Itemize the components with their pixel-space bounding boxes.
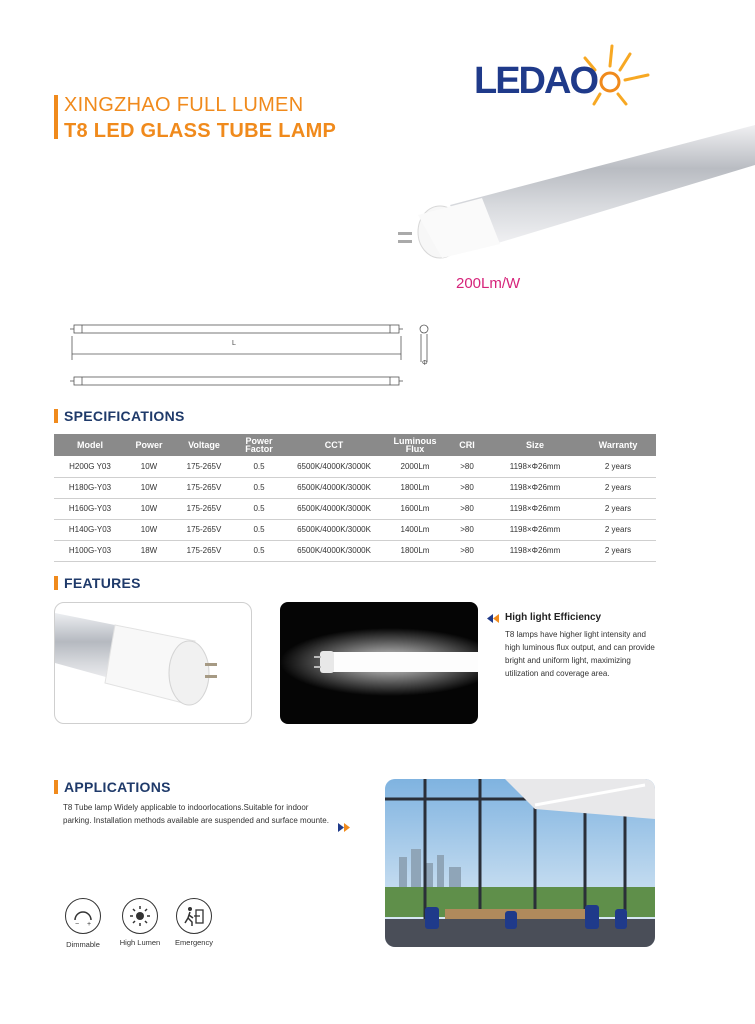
table-row: [54, 519, 656, 540]
cell-warranty: 2 years: [580, 498, 656, 519]
cell-voltage: 175-265V: [172, 540, 236, 561]
cell-model: H140G-Y03: [54, 519, 126, 540]
features-accent-bar: [54, 576, 58, 590]
cell-cct: 6500K/4000K/3000K: [282, 456, 386, 477]
cell-luminous-flux: 2000Lm: [386, 456, 444, 477]
cell-power-factor: 0.5: [236, 456, 282, 477]
spec-accent-bar: [54, 409, 58, 423]
cell-voltage: 175-265V: [172, 498, 236, 519]
cell-size: 1198×Φ26mm: [490, 519, 580, 540]
length-label: L: [232, 340, 236, 347]
cell-luminous-flux: 1400Lm: [386, 519, 444, 540]
dimension-diagram: [68, 320, 438, 390]
cell-cri: >80: [444, 498, 490, 519]
arrow-right-icon: [338, 823, 350, 832]
high-lumen-label: High Lumen: [119, 938, 161, 947]
cell-power: 18W: [126, 540, 172, 561]
cell-cri: >80: [444, 519, 490, 540]
spec-table: [54, 434, 656, 562]
cell-size: 1198×Φ26mm: [490, 540, 580, 561]
cell-power: 10W: [126, 477, 172, 498]
table-row: [54, 456, 656, 477]
cell-power-factor: 0.5: [236, 519, 282, 540]
svg-text:−: −: [75, 921, 80, 927]
cell-size: 1198×Φ26mm: [490, 456, 580, 477]
efficiency-rating: 200Lm/W: [456, 275, 521, 292]
col-luminous-flux: Luminous Flux: [386, 434, 444, 456]
col-cri: CRI: [444, 434, 490, 456]
cell-cct: 6500K/4000K/3000K: [282, 519, 386, 540]
hero-tube-image: [390, 120, 755, 270]
cell-power: 10W: [126, 519, 172, 540]
feature-tube-end-image: [54, 602, 252, 724]
cell-voltage: 175-265V: [172, 477, 236, 498]
cell-power-factor: 0.5: [236, 477, 282, 498]
cell-warranty: 2 years: [580, 519, 656, 540]
applications-heading: APPLICATIONS: [64, 779, 171, 795]
diameter-label: Φ: [422, 360, 428, 367]
cell-model: H200G Y03: [54, 456, 126, 477]
brand-logo: [470, 42, 660, 112]
cell-luminous-flux: 1800Lm: [386, 540, 444, 561]
features-heading: FEATURES: [64, 575, 141, 591]
col-size: Size: [490, 434, 580, 456]
cell-cri: >80: [444, 456, 490, 477]
cell-cct: 6500K/4000K/3000K: [282, 498, 386, 519]
cell-power: 10W: [126, 456, 172, 477]
high-lumen-icon: [122, 898, 158, 934]
cell-luminous-flux: 1800Lm: [386, 477, 444, 498]
feature-title: High light Efficiency: [505, 612, 602, 623]
title-line2: T8 LED GLASS TUBE LAMP: [64, 120, 337, 142]
cell-cri: >80: [444, 477, 490, 498]
feature-glowing-tube-image: [280, 602, 478, 724]
spec-heading: SPECIFICATIONS: [64, 408, 185, 424]
table-row: [54, 540, 656, 561]
cell-cct: 6500K/4000K/3000K: [282, 540, 386, 561]
cell-power-factor: 0.5: [236, 540, 282, 561]
cell-cri: >80: [444, 540, 490, 561]
cell-luminous-flux: 1600Lm: [386, 498, 444, 519]
cell-warranty: 2 years: [580, 540, 656, 561]
cell-size: 1198×Φ26mm: [490, 498, 580, 519]
cell-warranty: 2 years: [580, 456, 656, 477]
emergency-icon: [176, 898, 212, 934]
cell-warranty: 2 years: [580, 477, 656, 498]
spec-header-row: [54, 434, 656, 456]
cell-power: 10W: [126, 498, 172, 519]
title-line1: XINGZHAO FULL LUMEN: [64, 94, 304, 116]
col-model: Model: [54, 434, 126, 456]
dimmable-label: Dimmable: [66, 940, 100, 949]
applications-accent-bar: [54, 780, 58, 794]
svg-text:+: +: [87, 921, 92, 927]
col-voltage: Voltage: [172, 434, 236, 456]
col-warranty: Warranty: [580, 434, 656, 456]
table-row: [54, 477, 656, 498]
cell-model: H160G-Y03: [54, 498, 126, 519]
col-cct: CCT: [282, 434, 386, 456]
dimmable-icon: [65, 898, 101, 934]
title-accent-bar: [54, 95, 58, 139]
cell-model: H100G-Y03: [54, 540, 126, 561]
cell-voltage: 175-265V: [172, 519, 236, 540]
table-row: [54, 498, 656, 519]
applications-description: T8 Tube lamp Widely applicable to indoorlocations.Suitable for indoor parking. Installation methods available are suspended and surface mounte.: [63, 803, 329, 825]
arrow-left-icon: [487, 614, 499, 623]
cell-size: 1198×Φ26mm: [490, 477, 580, 498]
logo-text: LEDAO: [474, 60, 597, 102]
cell-power-factor: 0.5: [236, 498, 282, 519]
office-application-image: [385, 779, 655, 947]
emergency-label: Emergency: [175, 938, 213, 947]
feature-description: T8 lamps have higher light intensity and high luminous flux output, and can provide bright and uniform light, maximizing utilization and coverage area.: [505, 630, 655, 678]
cell-model: H180G-Y03: [54, 477, 126, 498]
cell-voltage: 175-265V: [172, 456, 236, 477]
col-power-factor: Power Factor: [236, 434, 282, 456]
cell-cct: 6500K/4000K/3000K: [282, 477, 386, 498]
col-power: Power: [126, 434, 172, 456]
